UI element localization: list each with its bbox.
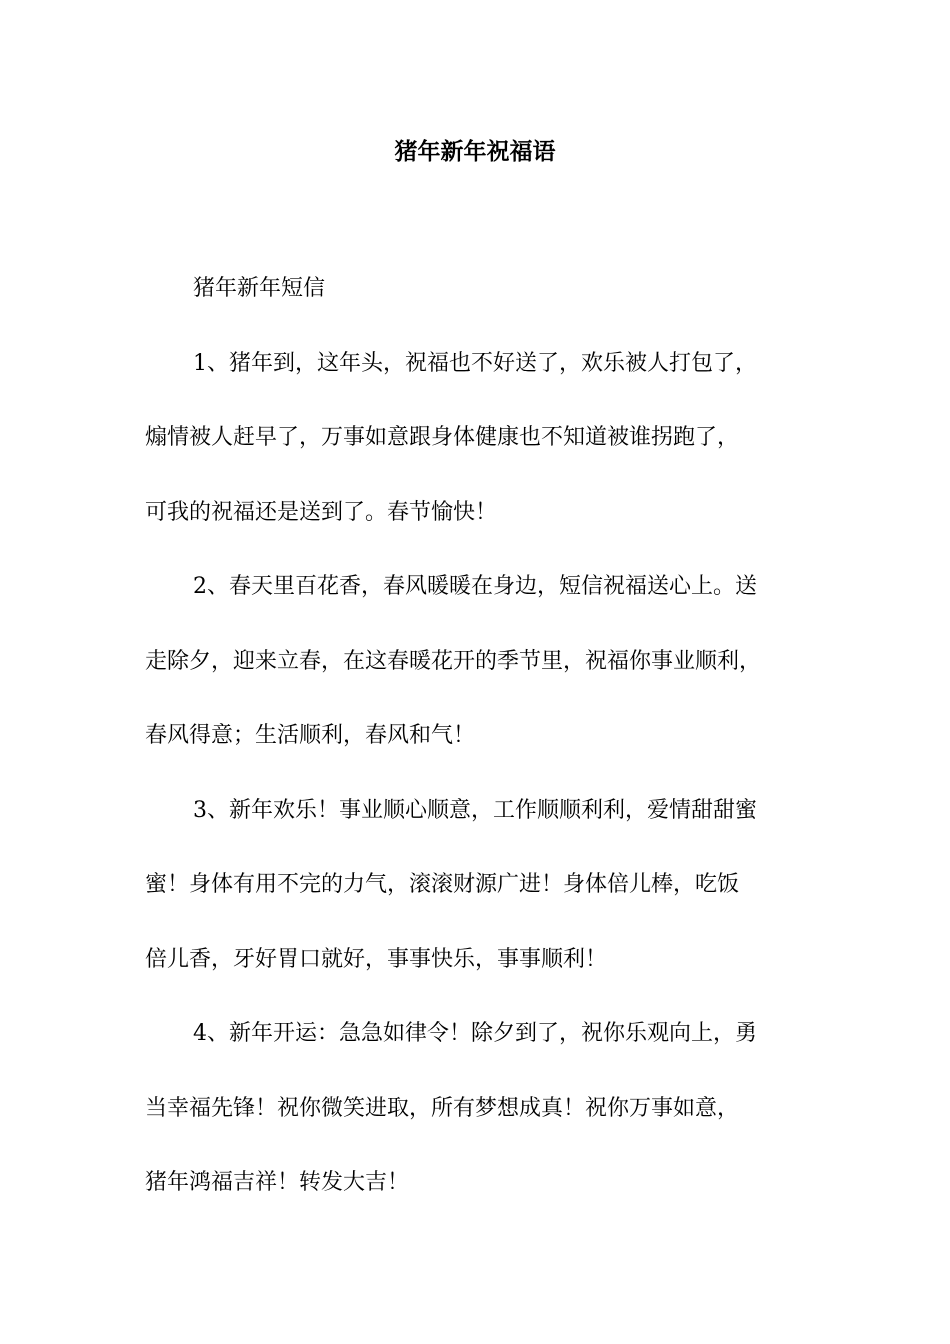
paragraph-line: 4、新年开运：急急如律令！除夕到了，祝你乐观向上，勇 (193, 1021, 757, 1046)
paragraph-line: 春风得意；生活顺利，春风和气！ (145, 723, 476, 748)
document-body (145, 252, 810, 1221)
section-heading-text: 猪年新年短信 (193, 276, 326, 301)
paragraph-line: 蜜！身体有用不完的力气，滚滚财源广进！身体倍儿棒，吃饭 (145, 872, 740, 897)
paragraph-line: 3、新年欢乐！事业顺心顺意，工作顺顺利利，爱情甜甜蜜 (193, 797, 757, 823)
paragraph-line: 可我的祝福还是送到了。春节愉快！ (145, 499, 498, 525)
section-heading (145, 252, 810, 327)
paragraph-1 (145, 327, 810, 551)
paragraph-2 (145, 550, 810, 774)
paragraph-line: 2、春天里百花香，春风暖暖在身边，短信祝福送心上。送 (193, 574, 757, 599)
paragraph-4 (145, 997, 810, 1221)
paragraph-3 (145, 774, 810, 998)
document-title: 猪年新年祝福语 (394, 139, 556, 165)
paragraph-line: 走除夕，迎来立春，在这春暖花开的季节里，祝福你事业顺利， (145, 648, 762, 674)
paragraph-line: 猪年鸿福吉祥！转发大吉！ (145, 1170, 410, 1195)
paragraph-line: 当幸福先锋！祝你微笑进取，所有梦想成真！祝你万事如意， (145, 1095, 740, 1121)
paragraph-line: 1、猪年到，这年头，祝福也不好送了，欢乐被人打包了， (193, 350, 757, 376)
paragraph-line: 倍儿香，牙好胃口就好，事事快乐，事事顺利！ (145, 946, 608, 972)
paragraph-line: 煽情被人赶早了，万事如意跟身体健康也不知道被谁拐跑了， (145, 425, 740, 450)
